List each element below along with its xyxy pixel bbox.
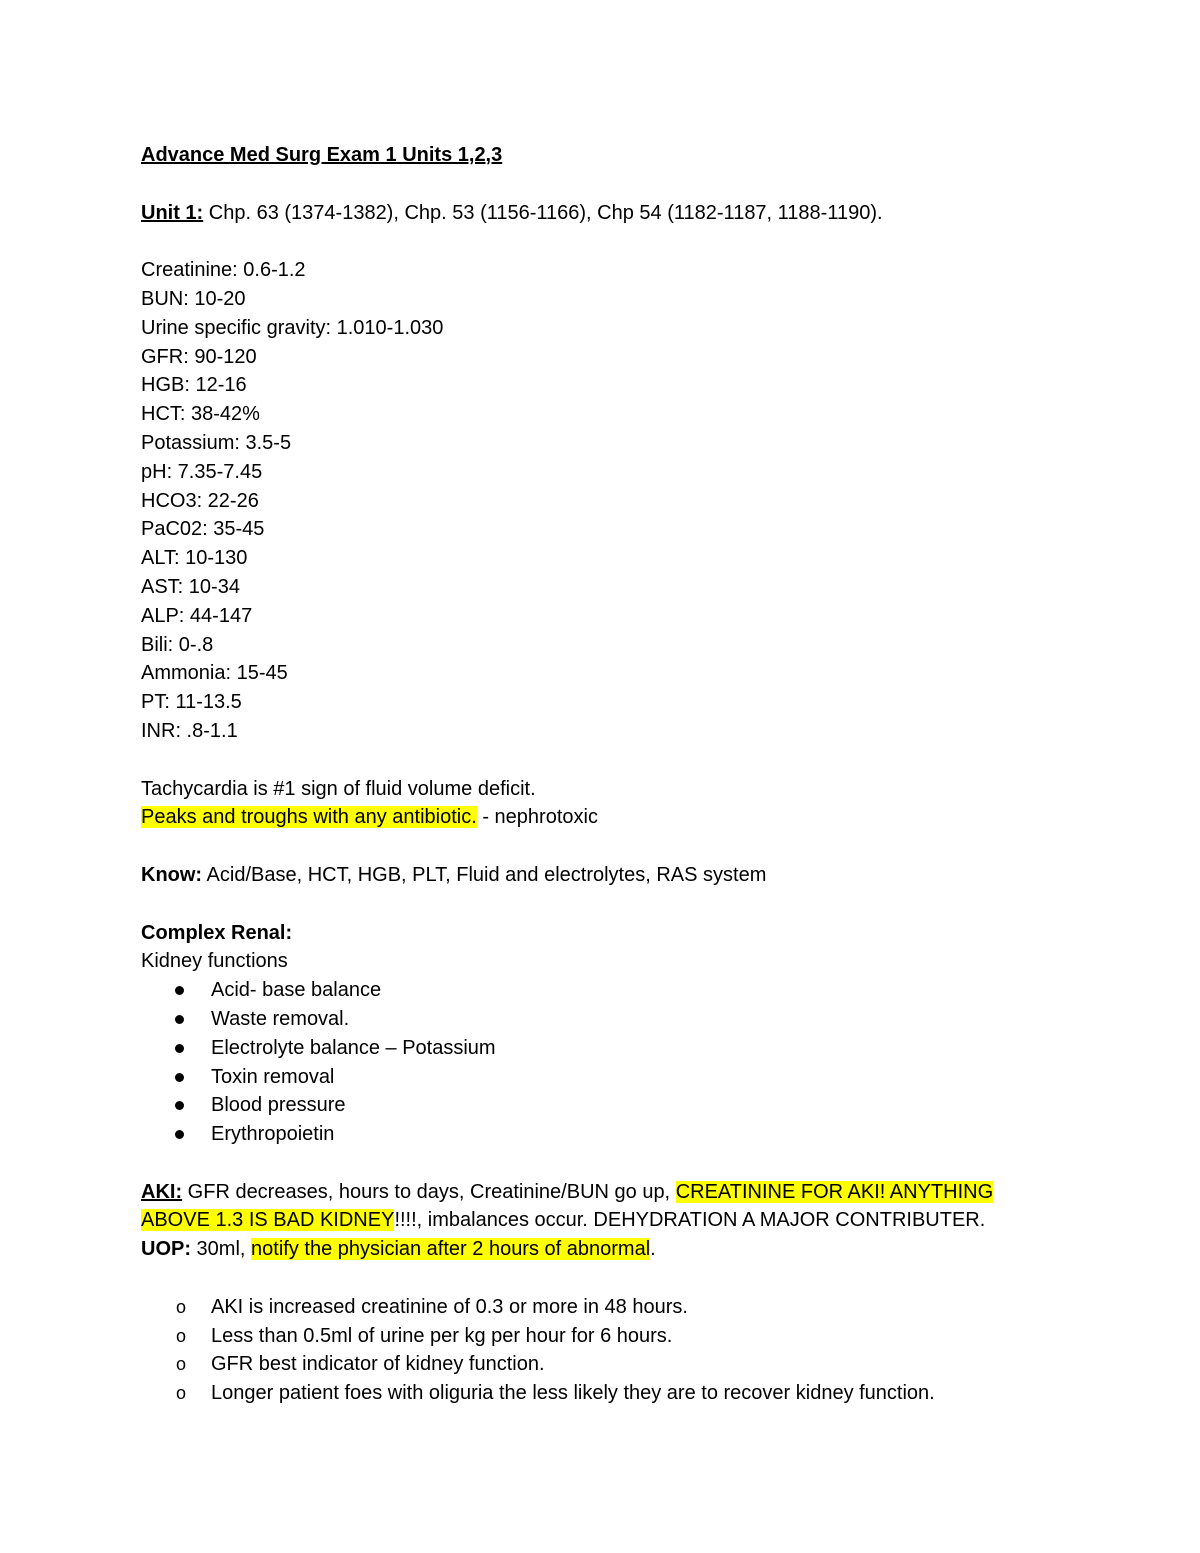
- bullet-icon: [175, 986, 184, 995]
- aki-label: AKI:: [141, 1180, 183, 1203]
- circle-bullet-icon: o: [176, 1296, 187, 1317]
- list-item: [141, 1350, 1041, 1379]
- uop-text: 30ml,: [191, 1238, 252, 1261]
- document-title: Advance Med Surg Exam 1 Units 1,2,3: [141, 144, 503, 166]
- bullet-icon: [175, 1130, 184, 1139]
- list-item: [141, 1063, 1041, 1092]
- tachycardia-note: Tachycardia is #1 sign of fluid volume deficit.: [141, 777, 536, 800]
- bullet-icon: [175, 1015, 184, 1024]
- know-line: [141, 861, 1041, 890]
- lab-value: HCO3: 22-26: [141, 489, 259, 512]
- peaks-highlight: Peaks and troughs with any antibiotic.: [141, 806, 477, 829]
- list-item-text: Electrolyte balance – Potassium: [211, 1036, 496, 1059]
- aki-text: GFR decreases, hours to days, Creatinine/BUN go up,: [182, 1180, 676, 1203]
- peaks-rest: - nephrotoxic: [476, 806, 598, 829]
- kidney-functions-label: Kidney functions: [141, 950, 288, 973]
- list-item-text: Longer patient foes with oliguria the less likely they are to recover kidney function.: [211, 1382, 935, 1405]
- list-item-text: Erythropoietin: [211, 1123, 335, 1146]
- list-item: [141, 1005, 1041, 1034]
- list-item-text: Blood pressure: [211, 1094, 346, 1117]
- circle-bullet-icon: o: [176, 1383, 187, 1404]
- uop-end: .: [650, 1238, 656, 1261]
- lab-value: HCT: 38-42%: [141, 403, 260, 426]
- list-item: [141, 1293, 1041, 1322]
- lab-value: PaC02: 35-45: [141, 518, 265, 541]
- lab-value: Ammonia: 15-45: [141, 662, 288, 685]
- aki-points-list: [141, 1293, 1041, 1408]
- list-item: [141, 1091, 1041, 1120]
- complex-renal-heading: Complex Renal:: [141, 921, 293, 944]
- bullet-icon: [175, 1044, 184, 1053]
- unit-text: Chp. 63 (1374-1382), Chp. 53 (1156-1166), Chp 54 (1182-1187, 1188-1190).: [203, 201, 883, 224]
- circle-bullet-icon: o: [176, 1325, 187, 1346]
- lab-value: Bili: 0-.8: [141, 633, 214, 656]
- bullet-icon: [175, 1073, 184, 1082]
- uop-highlight: notify the physician after 2 hours of abnormal: [251, 1238, 651, 1261]
- list-item: [141, 1379, 1041, 1408]
- know-label: Know:: [141, 863, 203, 886]
- list-item: [141, 1322, 1041, 1351]
- know-text: Acid/Base, HCT, HGB, PLT, Fluid and electrolytes, RAS system: [202, 863, 767, 886]
- lab-value: ALP: 44-147: [141, 604, 253, 627]
- lab-value: Urine specific gravity: 1.010-1.030: [141, 316, 444, 339]
- list-item-text: AKI is increased creatinine of 0.3 or more in 48 hours.: [211, 1295, 688, 1318]
- lab-value: pH: 7.35-7.45: [141, 460, 263, 483]
- peaks-note: [141, 803, 1041, 832]
- circle-bullet-icon: o: [176, 1354, 187, 1375]
- lab-value: GFR: 90-120: [141, 345, 257, 368]
- list-item-text: Less than 0.5ml of urine per kg per hour for 6 hours.: [211, 1324, 673, 1347]
- aki-text-2: !!!!, imbalances occur. DEHYDRATION A MAJOR CONTRIBUTER.: [394, 1209, 986, 1232]
- lab-value: AST: 10-34: [141, 575, 240, 598]
- list-item: [141, 1034, 1041, 1063]
- list-item: [141, 1120, 1041, 1149]
- uop-label: UOP:: [141, 1238, 191, 1261]
- lab-value: BUN: 10-20: [141, 287, 246, 310]
- lab-value: Creatinine: 0.6-1.2: [141, 259, 306, 282]
- uop-line: [141, 1235, 1041, 1264]
- list-item-text: GFR best indicator of kidney function.: [211, 1353, 545, 1376]
- list-item: [141, 976, 1041, 1005]
- lab-values-list: [141, 256, 1041, 746]
- list-item-text: Acid- base balance: [211, 979, 382, 1002]
- lab-value: PT: 11-13.5: [141, 691, 242, 714]
- list-item-text: Waste removal.: [211, 1007, 350, 1030]
- document-body: [141, 141, 1041, 1408]
- aki-highlight: CREATININE FOR AKI! ANYTHING ABOVE 1.3 IS BAD KIDNEY: [141, 1180, 994, 1232]
- unit-line: [141, 199, 1041, 228]
- aki-paragraph: [141, 1178, 1021, 1236]
- lab-value: INR: .8-1.1: [141, 719, 238, 742]
- unit-label: Unit 1:: [141, 201, 204, 224]
- kidney-functions-list: [141, 976, 1041, 1149]
- bullet-icon: [175, 1101, 184, 1110]
- lab-value: Potassium: 3.5-5: [141, 431, 292, 454]
- list-item-text: Toxin removal: [211, 1065, 335, 1088]
- lab-value: HGB: 12-16: [141, 374, 247, 397]
- lab-value: ALT: 10-130: [141, 547, 248, 570]
